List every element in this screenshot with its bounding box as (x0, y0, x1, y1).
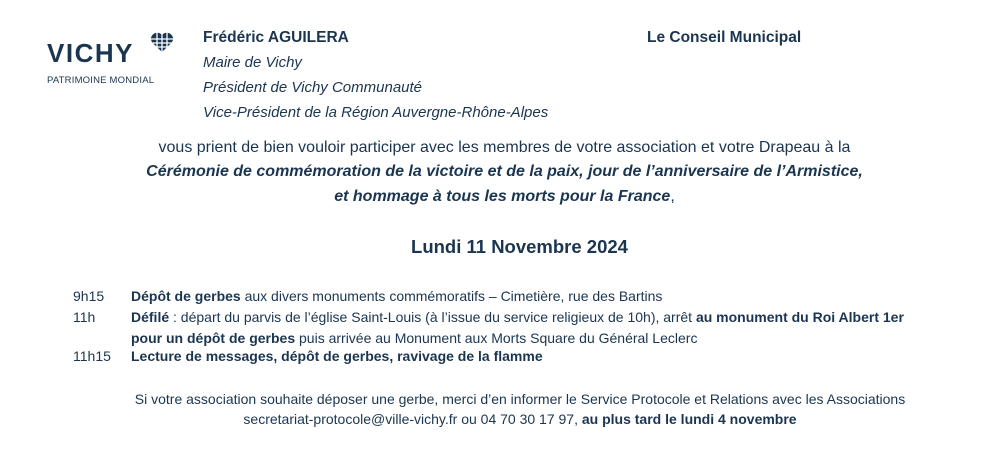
program-item (131, 288, 662, 304)
program-item-continuation (131, 330, 697, 346)
ceremony-subtitle-text: et hommage à tous les morts pour la France (334, 188, 671, 205)
sender-title: Vice-Président de la Région Auvergne-Rhône-Alpes (203, 104, 549, 121)
punctuation: , (670, 188, 675, 205)
program-item-text: aux divers monuments commémoratifs – Cimetière, rue des Bartins (240, 288, 663, 304)
ceremony-subtitle (13, 188, 983, 206)
program-time: 11h15 (73, 348, 111, 364)
program-item (131, 309, 904, 325)
vichy-logo-wordmark: VICHY (47, 38, 134, 68)
logo-subtitle: PATRIMOINE MONDIAL (47, 75, 155, 86)
program-item-text: puis arrivée au Monument aux Morts Square du Général Leclerc (295, 330, 698, 346)
footer-instructions: Si votre association souhaite déposer une gerbe, merci d’en informer le Service Protocole et Relations avec les Associations (134, 391, 906, 407)
program-time: 9h15 (73, 288, 105, 304)
program-item-bold: Lecture de messages, dépôt de gerbes, ravivage de la flamme (131, 348, 543, 364)
program-item-bold: Dépôt de gerbes (131, 288, 241, 304)
program-time: 11h (73, 309, 96, 325)
deadline: au plus tard le lundi 4 novembre (581, 411, 797, 427)
footer-contact (0, 411, 983, 427)
program-item-bold: au monument du Roi Albert 1er (695, 309, 904, 325)
program-item-text: : départ du parvis de l’église Saint-Louis (à l’issue du service religieux de 10h), arrêt (169, 309, 696, 325)
contact-details: secretariat-protocole@ville-vichy.fr ou 04 70 30 17 97, (243, 411, 582, 427)
program-item-bold: pour un dépôt de gerbes (131, 330, 296, 346)
ceremony-title: Cérémonie de commémoration de la victoire et de la paix, jour de l’anniversaire de l’Armistice, (146, 163, 863, 180)
invitation-line: vous prient de bien vouloir participer avec les membres de votre association et votre Drapeau à la (158, 139, 851, 156)
program-item (131, 348, 543, 364)
sender-title: Président de Vichy Communauté (203, 79, 423, 96)
co-sender: Le Conseil Municipal (647, 29, 802, 46)
sender-name: Frédéric AGUILERA (203, 29, 349, 46)
event-date: Lundi 11 Novembre 2024 (411, 236, 628, 257)
sender-title: Maire de Vichy (203, 54, 302, 71)
heart-icon (150, 31, 174, 53)
program-item-bold: Défilé (131, 309, 170, 325)
